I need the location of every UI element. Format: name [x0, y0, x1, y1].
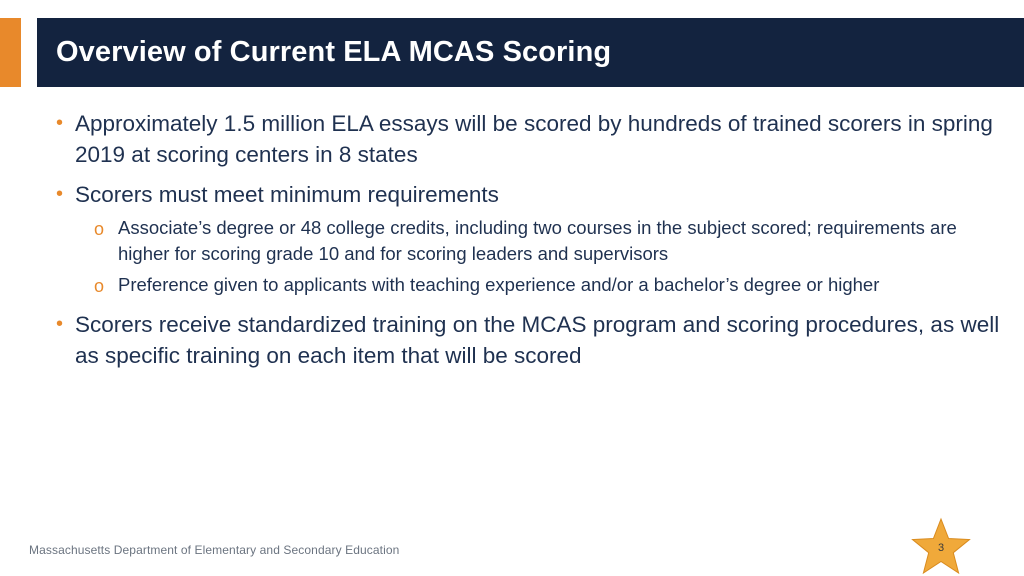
slide-content: [56, 108, 1006, 380]
bullet-text: Scorers must meet minimum requirements: [75, 182, 499, 207]
bullet-item: [56, 309, 1006, 371]
sub-bullet-list: [56, 215, 1006, 298]
bullet-text: Scorers receive standardized training on the MCAS program and scoring procedures, as well as specific training on each item that will be scored: [75, 312, 1000, 368]
sub-bullet-text: Associate’s degree or 48 college credits, including two courses in the subject scored; requirements are higher for scoring grade 10 and for scoring leaders and supervisors: [118, 217, 957, 264]
sub-bullet-text: Preference given to applicants with teaching experience and/or a bachelor’s degree or higher: [118, 274, 880, 295]
bullet-item: [56, 108, 1006, 170]
bullet-marker: •: [56, 313, 64, 335]
title-bar: [37, 18, 1024, 87]
sub-bullet-marker: o: [94, 276, 105, 296]
page-title: Overview of Current ELA MCAS Scoring: [56, 36, 612, 68]
sub-bullet-marker: o: [94, 219, 105, 239]
bullet-text: Approximately 1.5 million ELA essays will be scored by hundreds of trained scorers in spring 2019 at scoring centers in 8 states: [75, 111, 993, 167]
bullet-marker: •: [56, 112, 64, 134]
footer-organization: Massachusetts Department of Elementary and Secondary Education: [29, 543, 400, 557]
sub-bullet-item: [56, 215, 1006, 267]
title-accent-bar: [0, 18, 21, 87]
bullet-marker: •: [56, 183, 64, 205]
page-number: 3: [937, 542, 945, 554]
bullet-item: [56, 179, 1006, 210]
sub-bullet-item: [56, 272, 1006, 298]
